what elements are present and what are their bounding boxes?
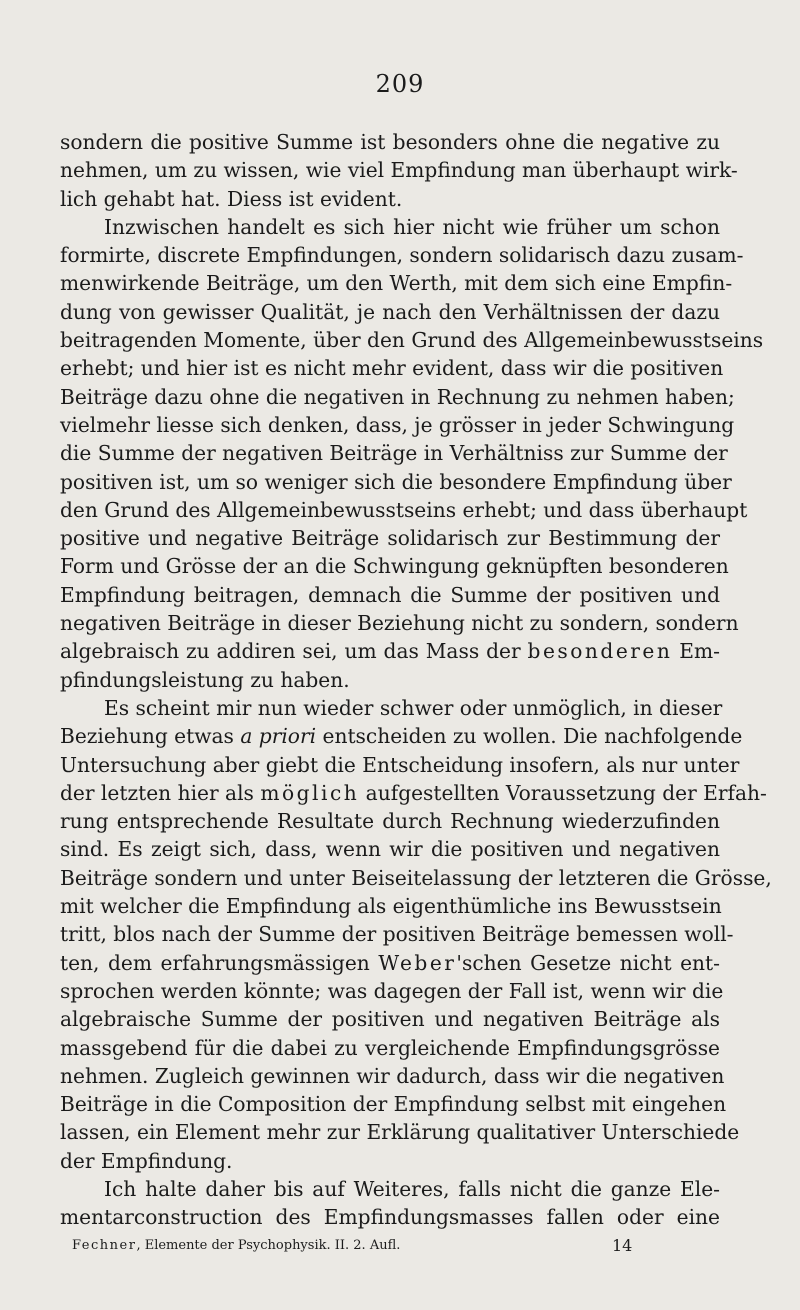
sheet-number: 14	[612, 1236, 633, 1255]
text-run: aufgestellten Voraussetzung der Erfah-	[359, 780, 767, 805]
text-line: lassen, ein Element mehr zur Erklärung qualitativer Unterschiede	[60, 1120, 740, 1145]
body-text	[60, 128, 772, 1232]
text-run: ten, dem erfahrungsmässigen	[60, 950, 379, 975]
text-line: Beiträge in die Composition der Empfindung selbst mit eingehen	[60, 1092, 727, 1117]
paragraph	[60, 213, 764, 694]
text-line: algebraische Summe der positiven und negativen Beiträge als	[60, 1007, 720, 1032]
text-line: erhebt; und hier ist es nicht mehr evident, dass wir die positiven	[60, 356, 724, 381]
text-line: dung von gewisser Qualität, je nach den Verhältnissen der dazu	[60, 299, 720, 324]
text-line: negativen Beiträge in dieser Beziehung nicht zu sondern, sondern	[60, 611, 739, 636]
text-line: Form und Grösse der an die Schwingung geknüpften besonderen	[60, 554, 729, 579]
emphasized-word: möglich	[260, 780, 360, 805]
text-line: sondern die positive Summe ist besonders ohne die negative zu	[60, 130, 720, 154]
text-line: sprochen werden könnte; was dagegen der Fall ist, wenn wir die	[60, 978, 724, 1003]
text-line: nehmen. Zugleich gewinnen wir dadurch, dass wir die negativen	[60, 1063, 725, 1088]
text-line: Beiträge sondern und unter Beiseitelassung der letzteren die Grösse,	[60, 865, 772, 890]
footer-signature	[72, 1238, 632, 1253]
text-line: mentarconstruction des Empfindungsmasses fallen oder eine	[60, 1205, 720, 1230]
text-line: der Empfindung.	[60, 1148, 233, 1173]
emphasized-name: Weber	[378, 950, 457, 975]
text-line: mit welcher die Empfindung als eigenthümliche ins Bewusstsein	[60, 894, 722, 919]
text-line: menwirkende Beiträge, um den Werth, mit dem sich eine Empfin-	[60, 271, 733, 296]
italic-phrase: a priori	[240, 724, 317, 749]
text-line: den Grund des Allgemeinbewusstseins erhebt; und dass überhaupt	[60, 497, 748, 522]
text-run: der letzten hier als	[60, 780, 261, 805]
text-line: die Summe der negativen Beiträge in Verhältniss zur Summe der	[60, 441, 728, 466]
paragraph	[60, 128, 738, 213]
text-line: formirte, discrete Empfindungen, sondern solidarisch dazu zusam-	[60, 243, 744, 268]
text-run: algebraisch zu addiren sei, um das Mass der	[60, 639, 528, 664]
text-line: Untersuchung aber giebt die Entscheidung insofern, als nur unter	[60, 752, 740, 777]
paragraph	[60, 694, 772, 1175]
text-line: Es scheint mir nun wieder schwer oder unmöglich, in dieser	[104, 695, 723, 720]
text-line: tritt, blos nach der Summe der positiven Beiträge bemessen woll-	[60, 922, 734, 947]
text-line: sind. Es zeigt sich, dass, wenn wir die positiven und negativen	[60, 837, 720, 862]
text-line: lich gehabt hat. Diess ist evident.	[60, 186, 403, 211]
text-run: Em-	[672, 639, 720, 664]
page-number: 209	[375, 70, 425, 98]
text-line: Ich halte daher bis auf Weiteres, falls nicht die ganze Ele-	[104, 1176, 720, 1201]
text-line	[60, 637, 720, 665]
emphasized-word: besonderen	[527, 639, 673, 664]
text-line: Empfindung beitragen, demnach die Summe der positiven und	[60, 582, 720, 607]
text-run: 'schen Gesetze nicht ent-	[456, 950, 720, 975]
text-line: Beiträge dazu ohne die negativen in Rechnung zu nehmen haben;	[60, 384, 735, 409]
text-line: pfindungsleistung zu haben.	[60, 667, 350, 692]
text-line: rung entsprechende Resultate durch Rechnung wiederzufinden	[60, 809, 720, 834]
text-line: positive und negative Beiträge solidarisch zur Bestimmung der	[60, 526, 720, 551]
text-line: nehmen, um zu wissen, wie viel Empfindung man überhaupt wirk-	[60, 158, 738, 183]
footer-title: , Elemente der Psychophysik. II. 2. Aufl.	[136, 1238, 401, 1253]
text-line: vielmehr liesse sich denken, dass, je grösser in jeder Schwingung	[60, 412, 735, 437]
paragraph	[60, 1175, 720, 1232]
text-line: positiven ist, um so weniger sich die besondere Empfindung über	[60, 469, 732, 494]
text-line: Inzwischen handelt es sich hier nicht wie früher um schon	[104, 214, 720, 239]
text-line: beitragenden Momente, über den Grund des Allgemeinbewusstseins	[60, 328, 764, 353]
footer-author: Fechner	[72, 1238, 137, 1253]
text-run: Beziehung etwas	[60, 724, 241, 749]
text-run: entscheiden zu wollen. Die nachfolgende	[316, 724, 743, 749]
text-line	[60, 722, 743, 750]
text-line	[60, 949, 720, 977]
text-line	[60, 779, 767, 807]
text-line: massgebend für die dabei zu vergleichende Empfindungsgrösse	[60, 1035, 720, 1060]
